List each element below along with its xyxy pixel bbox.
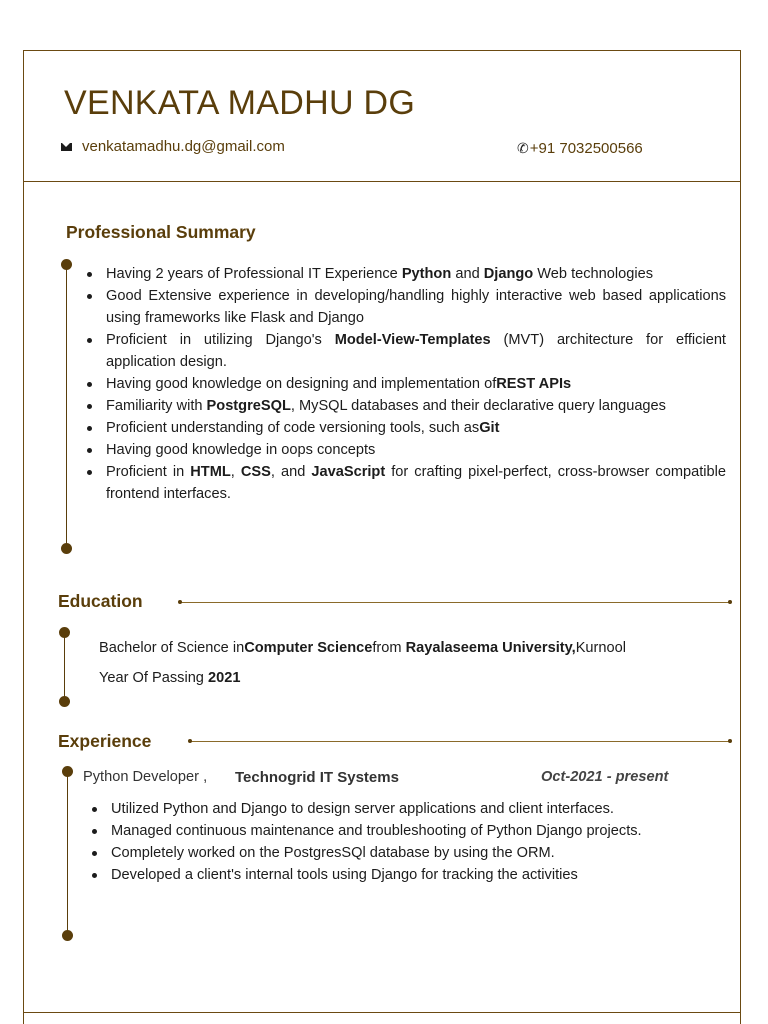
timeline-dot: [62, 930, 73, 941]
timeline-dot: [59, 696, 70, 707]
list-item: Familiarity with PostgreSQL, MySQL databases and their declarative query languages: [84, 395, 726, 417]
phone-icon: ✆: [517, 140, 529, 156]
degree-field: Computer Science: [244, 640, 373, 656]
experience-title-rule: [190, 741, 730, 742]
email-contact[interactable]: [61, 138, 285, 155]
list-item: Managed continuous maintenance and troubleshooting of Python Django projects.: [89, 820, 686, 842]
email-address[interactable]: venkatamadhu.dg@gmail.com: [82, 138, 285, 155]
degree-line: Bachelor of Science inComputer Sciencefrom Rayalaseema University,Kurnool: [99, 640, 627, 656]
list-item: Proficient in HTML, CSS, and JavaScript for crafting pixel-perfect, cross-browser compatible frontend interfaces.: [84, 461, 726, 505]
list-item: Having good knowledge on designing and implementation ofREST APIs: [84, 373, 726, 395]
phone-number[interactable]: +91 7032500566: [529, 140, 643, 157]
education-timeline: [64, 633, 65, 701]
candidate-name: VENKATA MADHU DG: [64, 84, 416, 122]
list-item: Completely worked on the PostgresSQl database by using the ORM.: [89, 842, 686, 864]
list-item: Developed a client's internal tools using Django for tracking the activities: [89, 864, 686, 886]
list-item: Proficient in utilizing Django's Model-View-Templates (MVT) architecture for efficient application design.: [84, 329, 726, 373]
timeline-dot: [61, 543, 72, 554]
experience-list: [89, 798, 686, 886]
list-item: Having 2 years of Professional IT Experience Python and Django Web technologies: [84, 263, 726, 285]
list-item: Utilized Python and Django to design server applications and client interfaces.: [89, 798, 686, 820]
timeline-dot: [59, 627, 70, 638]
graduation-year: 2021: [207, 670, 241, 686]
section-title-summary: Professional Summary: [66, 222, 256, 242]
company-name: Technogrid IT Systems: [235, 769, 399, 786]
experience-timeline: [67, 772, 68, 935]
timeline-dot: [62, 766, 73, 777]
phone-contact[interactable]: [517, 140, 643, 157]
summary-list: [84, 263, 726, 505]
header-divider: [23, 181, 741, 182]
mail-icon: [61, 143, 72, 151]
timeline-dot: [61, 259, 72, 270]
list-item: Having good knowledge in oops concepts: [84, 439, 726, 461]
graduation-year-line: Year Of Passing 2021: [99, 670, 241, 686]
list-item: Proficient understanding of code versioning tools, such asGit: [84, 417, 726, 439]
footer-divider: [23, 1012, 741, 1013]
section-title-experience: Experience: [58, 731, 152, 751]
job-role: Python Developer ,: [83, 769, 208, 785]
section-title-education: Education: [58, 591, 143, 611]
summary-timeline: [66, 265, 67, 548]
employment-dates: Oct-2021 - present: [541, 769, 669, 785]
university-name: Rayalaseema University,: [405, 640, 576, 656]
list-item: Good Extensive experience in developing/handling highly interactive web based applications using frameworks like Flask and Django: [84, 285, 726, 329]
education-title-rule: [180, 602, 730, 603]
